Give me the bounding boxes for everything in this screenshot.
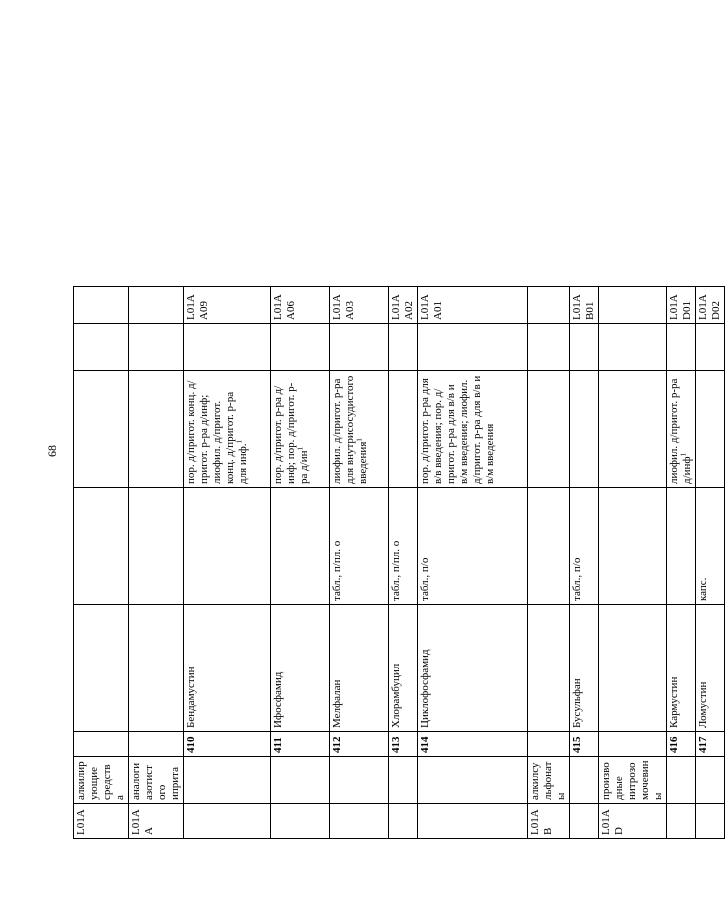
drug-atc-code-text: L01AB01 <box>571 294 596 320</box>
oral-forms-text: табл., п/о <box>419 557 431 601</box>
injection-forms-text: пор. д/пригот. р-ра для в/в введения; пор. д/пригот. р-ра для в/в и в/м введения; лиофил. д/пригот. р-ра для в/в и в/м введения <box>419 375 496 484</box>
drug-atc-code-cell <box>330 287 389 324</box>
table-row <box>418 287 528 839</box>
item-number-text: 415 <box>571 736 583 753</box>
item-number-text: 411 <box>272 737 284 753</box>
drug-name-cell <box>418 605 528 732</box>
atc-code-cell <box>184 804 271 839</box>
drug-atc-code-cell <box>184 287 271 324</box>
oral-forms-cell <box>418 488 528 605</box>
footnote-marker: 1 <box>355 438 364 442</box>
drug-name-text: Бусульфан <box>571 678 583 728</box>
item-number-cell <box>330 732 389 757</box>
atc-code-cell <box>74 804 129 839</box>
drug-name-cell <box>599 605 667 732</box>
oral-forms-cell <box>271 488 330 605</box>
drug-name-cell <box>330 605 389 732</box>
item-number-cell <box>74 732 129 757</box>
drug-atc-code-cell <box>418 287 528 324</box>
oral-forms-cell <box>599 488 667 605</box>
oral-forms-cell <box>696 488 725 605</box>
table-body <box>74 287 725 839</box>
group-name-text: алкилирующие средства <box>75 761 126 800</box>
empty-cell <box>271 324 330 371</box>
drug-name-cell <box>528 605 570 732</box>
drug-atc-code-cell <box>599 287 667 324</box>
atc-code-cell <box>330 804 389 839</box>
atc-code-cell <box>599 804 667 839</box>
group-name-text: алкилсульфонаты <box>529 761 567 800</box>
oral-forms-cell <box>389 488 418 605</box>
item-number-cell <box>389 732 418 757</box>
atc-code-cell <box>389 804 418 839</box>
item-number-text: 416 <box>668 736 680 753</box>
atc-code-cell <box>418 804 528 839</box>
empty-cell <box>696 324 725 371</box>
injection-forms-cell <box>271 371 330 488</box>
injection-forms-cell <box>599 371 667 488</box>
oral-forms-text: табл., п/пл. о <box>331 540 343 601</box>
item-number-cell <box>418 732 528 757</box>
atc-code-text: L01AD <box>600 809 625 835</box>
drug-name-cell <box>570 605 599 732</box>
group-name-cell <box>570 757 599 804</box>
injection-forms-cell <box>528 371 570 488</box>
empty-cell <box>74 324 129 371</box>
group-name-cell <box>184 757 271 804</box>
oral-forms-cell <box>330 488 389 605</box>
drug-name-text: Бендамустин <box>185 666 197 728</box>
injection-forms-cell <box>570 371 599 488</box>
oral-forms-cell <box>129 488 184 605</box>
item-number-cell <box>696 732 725 757</box>
injection-forms-cell <box>74 371 129 488</box>
oral-forms-cell <box>184 488 271 605</box>
table-row <box>184 287 271 839</box>
drug-name-cell <box>696 605 725 732</box>
injection-forms-cell <box>330 371 389 488</box>
injection-forms-cell <box>418 371 528 488</box>
empty-cell <box>389 324 418 371</box>
group-name-cell <box>528 757 570 804</box>
drug-name-text: Мелфалан <box>331 679 343 728</box>
atc-code-cell <box>696 804 725 839</box>
drug-atc-code-text: L01AD02 <box>697 294 722 320</box>
group-name-cell <box>74 757 129 804</box>
drug-atc-code-cell <box>271 287 330 324</box>
oral-forms-cell <box>570 488 599 605</box>
item-number-cell <box>271 732 330 757</box>
page-number: 68 <box>45 445 59 457</box>
group-name-cell <box>330 757 389 804</box>
drug-atc-code-cell <box>389 287 418 324</box>
table-row <box>330 287 389 839</box>
oral-forms-text: табл., п/пл. о <box>390 540 402 601</box>
drug-atc-code-cell <box>129 287 184 324</box>
drug-name-cell <box>74 605 129 732</box>
atc-code-cell <box>528 804 570 839</box>
table-row <box>74 287 129 839</box>
oral-forms-cell <box>528 488 570 605</box>
table-row <box>271 287 330 839</box>
injection-forms-cell <box>667 371 696 488</box>
atc-code-cell <box>129 804 184 839</box>
item-number-cell <box>570 732 599 757</box>
injection-forms-text: лиофил. д/пригот. р-ра д/инф <box>668 378 693 484</box>
item-number-text: 412 <box>331 736 343 753</box>
injection-forms-cell <box>389 371 418 488</box>
drug-name-text: Ифосфамид <box>272 671 284 728</box>
item-number-cell <box>528 732 570 757</box>
group-name-cell <box>599 757 667 804</box>
item-number-text: 417 <box>697 736 709 753</box>
drug-name-cell <box>184 605 271 732</box>
oral-forms-cell <box>74 488 129 605</box>
drug-atc-code-cell <box>570 287 599 324</box>
drug-atc-code-cell <box>696 287 725 324</box>
atc-code-cell <box>570 804 599 839</box>
drug-atc-code-text: L01AA01 <box>419 294 444 320</box>
table-row <box>570 287 599 839</box>
group-name-cell <box>418 757 528 804</box>
footnote-marker: 1 <box>235 439 244 444</box>
item-number-text: 413 <box>390 736 402 753</box>
drug-name-cell <box>389 605 418 732</box>
injection-forms-text: пор. д/пригот. конц. д/пригот. р-ра д/инф; лиофил. д/пригот. конц. д/пригот. р-ра для инф. <box>185 380 249 484</box>
item-number-text: 410 <box>185 736 197 753</box>
table-row <box>696 287 725 839</box>
drug-table <box>73 286 725 839</box>
drug-atc-code-text: L01AA09 <box>185 294 210 320</box>
oral-forms-cell <box>667 488 696 605</box>
drug-name-cell <box>271 605 330 732</box>
table-row <box>528 287 570 839</box>
empty-cell <box>667 324 696 371</box>
item-number-text: 414 <box>419 736 431 753</box>
drug-name-text: Кармустин <box>668 676 680 728</box>
injection-forms-cell <box>129 371 184 488</box>
drug-name-text: Ломустин <box>697 681 709 728</box>
atc-code-cell <box>271 804 330 839</box>
empty-cell <box>418 324 528 371</box>
item-number-cell <box>129 732 184 757</box>
group-name-cell <box>271 757 330 804</box>
oral-forms-text: табл., п/о <box>571 557 583 601</box>
group-name-cell <box>129 757 184 804</box>
drug-name-cell <box>129 605 184 732</box>
table-row <box>667 287 696 839</box>
group-name-cell <box>696 757 725 804</box>
empty-cell <box>599 324 667 371</box>
footnote-marker: 1 <box>679 452 688 457</box>
drug-atc-code-text: L01AD01 <box>668 294 693 320</box>
group-name-cell <box>389 757 418 804</box>
injection-forms-cell <box>184 371 271 488</box>
drug-atc-code-text: L01AA06 <box>272 294 297 320</box>
drug-name-text: Циклофосфамид <box>419 649 431 728</box>
atc-code-cell <box>667 804 696 839</box>
empty-cell <box>570 324 599 371</box>
drug-atc-code-text: L01AA03 <box>331 294 356 320</box>
atc-code-text: L01A <box>75 809 87 835</box>
drug-name-text: Хлорамбуцил <box>390 663 402 728</box>
table-row <box>389 287 418 839</box>
item-number-cell <box>667 732 696 757</box>
drug-atc-code-cell <box>528 287 570 324</box>
drug-atc-code-text: L01AA02 <box>390 294 415 320</box>
drug-name-cell <box>667 605 696 732</box>
atc-code-text: L01AA <box>130 809 155 835</box>
injection-forms-text: лиофил. д/пригот. р-ра для внутрисосудистого введения <box>331 375 369 484</box>
injection-forms-cell <box>696 371 725 488</box>
table-row <box>599 287 667 839</box>
item-number-cell <box>599 732 667 757</box>
footnote-marker: 1 <box>296 446 305 451</box>
group-name-cell <box>667 757 696 804</box>
empty-cell <box>330 324 389 371</box>
item-number-cell <box>184 732 271 757</box>
drug-atc-code-cell <box>74 287 129 324</box>
injection-forms-text: пор. д/пригот. р-ра д/инф; пор. д/пригот. р-ра д/ин <box>272 382 310 484</box>
group-name-text: производные нитрозомочевины <box>600 760 664 800</box>
drug-atc-code-cell <box>667 287 696 324</box>
atc-code-text: L01AB <box>529 809 554 835</box>
table-row <box>129 287 184 839</box>
group-name-text: аналоги азотистого иприта <box>130 762 181 800</box>
empty-cell <box>129 324 184 371</box>
oral-forms-text: капс. <box>697 577 709 601</box>
empty-cell <box>184 324 271 371</box>
empty-cell <box>528 324 570 371</box>
